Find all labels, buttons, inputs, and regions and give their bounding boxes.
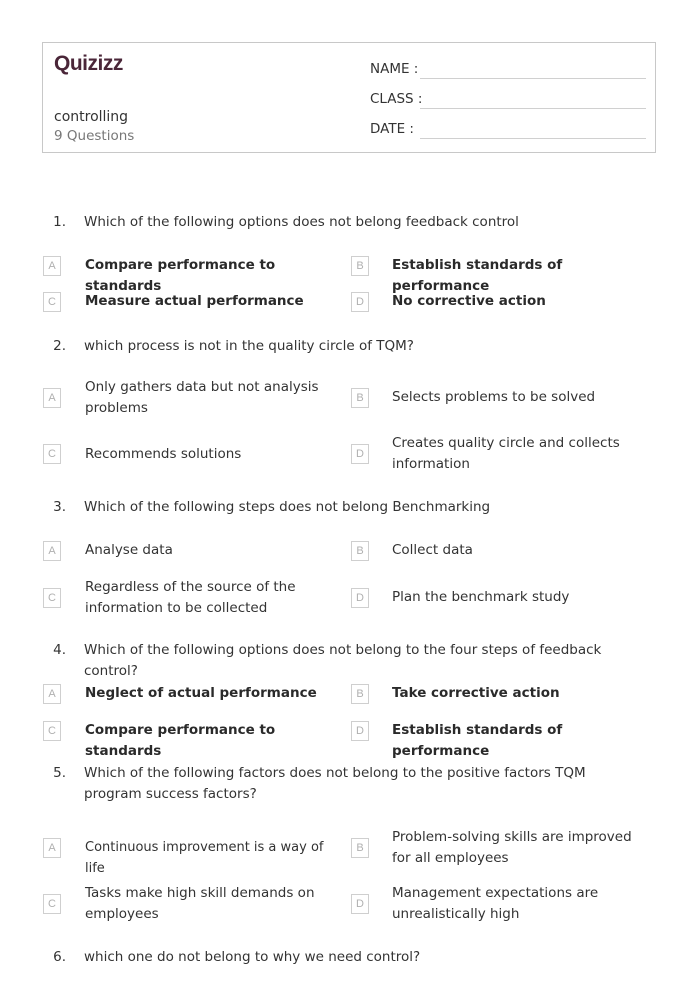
option-text: Selects problems to be solved bbox=[392, 389, 596, 405]
question-text: which one do not belong to why we need control? bbox=[84, 949, 421, 965]
option-letter-b: B bbox=[351, 541, 369, 561]
option-letter-d: D bbox=[351, 588, 369, 608]
option-letter-c: C bbox=[43, 588, 61, 608]
option-text: Establish standards of performance bbox=[392, 722, 563, 759]
name-field bbox=[370, 61, 418, 77]
worksheet-header bbox=[42, 42, 656, 153]
option-text: Recommends solutions bbox=[85, 446, 242, 462]
date-label: DATE : bbox=[370, 121, 414, 137]
option-letter-d: D bbox=[351, 444, 369, 464]
option-letter-b: B bbox=[351, 684, 369, 704]
class-label: CLASS : bbox=[370, 91, 423, 107]
option-letter-d: D bbox=[351, 721, 369, 741]
question-number: 5. bbox=[53, 765, 66, 781]
option-letter-a: A bbox=[43, 684, 61, 704]
option-letter-a: A bbox=[43, 838, 61, 858]
question-text: which process is not in the quality circle of TQM? bbox=[84, 338, 414, 354]
option-text: Management expectations are unrealistically high bbox=[392, 885, 599, 922]
option-letter-c: C bbox=[43, 721, 61, 741]
option-letter-b: B bbox=[351, 388, 369, 408]
option-text: No corrective action bbox=[392, 293, 546, 309]
option-letter-d: D bbox=[351, 894, 369, 914]
class-line bbox=[420, 107, 646, 109]
class-field bbox=[370, 91, 422, 107]
date-field bbox=[370, 121, 414, 137]
question-text: Which of the following options does not belong to the four steps of feedback control? bbox=[84, 642, 602, 679]
name-label: NAME : bbox=[370, 61, 419, 77]
option-text: Analyse data bbox=[85, 542, 173, 558]
question-text: Which of the following options does not belong feedback control bbox=[84, 214, 519, 230]
option-text: Establish standards of performance bbox=[392, 257, 563, 294]
option-text: Problem-solving skills are improved for all employees bbox=[392, 829, 632, 866]
question-number: 1. bbox=[53, 214, 66, 230]
date-line bbox=[420, 137, 646, 139]
option-text: Tasks make high skill demands on employees bbox=[85, 885, 315, 922]
option-text: Collect data bbox=[392, 542, 473, 558]
question-number: 2. bbox=[53, 338, 66, 354]
option-text: Plan the benchmark study bbox=[392, 589, 570, 605]
name-line bbox=[420, 77, 646, 79]
option-text: Continuous improvement is a way of life bbox=[85, 840, 324, 876]
question-text: Which of the following factors does not belong to the positive factors TQM program success factors? bbox=[84, 765, 586, 802]
option-text: Measure actual performance bbox=[85, 293, 304, 309]
option-letter-a: A bbox=[43, 256, 61, 276]
question-number: 6. bbox=[53, 949, 66, 965]
quizizz-logo: Quizizz bbox=[54, 52, 123, 75]
option-letter-b: B bbox=[351, 838, 369, 858]
option-letter-c: C bbox=[43, 894, 61, 914]
option-letter-c: C bbox=[43, 292, 61, 312]
option-letter-a: A bbox=[43, 541, 61, 561]
question-count: 9 Questions bbox=[54, 128, 135, 144]
quiz-title: controlling bbox=[54, 109, 129, 125]
option-letter-c: C bbox=[43, 444, 61, 464]
option-letter-d: D bbox=[351, 292, 369, 312]
option-letter-a: A bbox=[43, 388, 61, 408]
question-text: Which of the following steps does not belong Benchmarking bbox=[84, 499, 491, 515]
option-text: Compare performance to standards bbox=[85, 722, 276, 759]
question-number: 4. bbox=[53, 642, 66, 658]
question-number: 3. bbox=[53, 499, 66, 515]
option-text: Neglect of actual performance bbox=[85, 685, 317, 701]
option-text: Only gathers data but not analysis problems bbox=[85, 379, 319, 416]
option-letter-b: B bbox=[351, 256, 369, 276]
option-text: Regardless of the source of the information to be collected bbox=[85, 579, 296, 616]
option-text: Take corrective action bbox=[392, 685, 560, 701]
option-text: Creates quality circle and collects information bbox=[392, 435, 620, 472]
option-text: Compare performance to standards bbox=[85, 257, 276, 294]
